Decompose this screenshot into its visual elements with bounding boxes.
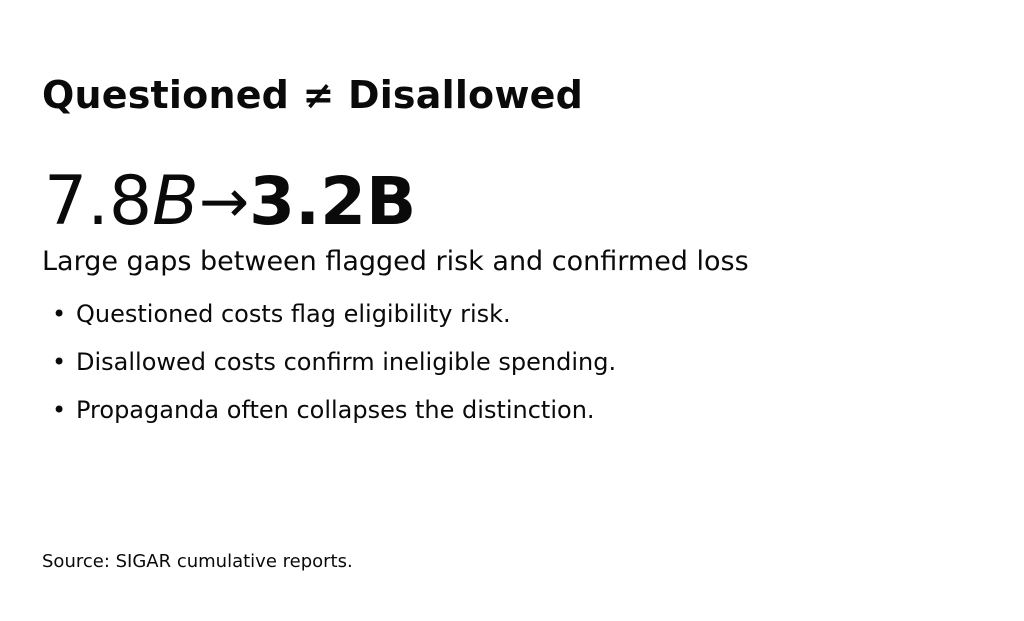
stat-to-value: 3.2B bbox=[249, 163, 417, 240]
stat-from-number: 7.8 bbox=[44, 162, 153, 241]
stat-from-value bbox=[44, 162, 199, 241]
list-item-label: Questioned costs flag eligibility risk. bbox=[76, 300, 511, 328]
list-item bbox=[52, 302, 616, 326]
list-item bbox=[52, 350, 616, 374]
bullet-marker-icon: • bbox=[52, 300, 67, 328]
subtitle: Large gaps between flagged risk and confirmed loss bbox=[42, 246, 749, 277]
arrow-icon: → bbox=[198, 167, 250, 237]
bullet-marker-icon: • bbox=[52, 348, 67, 376]
stat-from-unit: B bbox=[152, 162, 199, 241]
list-item-label: Disallowed costs confirm ineligible spending. bbox=[76, 348, 617, 376]
page-title: Questioned ≠ Disallowed bbox=[42, 73, 584, 118]
source-note: Source: SIGAR cumulative reports. bbox=[42, 551, 353, 572]
list-item-label: Propaganda often collapses the distinction. bbox=[76, 396, 595, 424]
headline-statistic bbox=[44, 162, 417, 241]
list-item bbox=[52, 398, 616, 422]
bullet-marker-icon: • bbox=[52, 396, 67, 424]
bullet-list bbox=[52, 302, 616, 446]
